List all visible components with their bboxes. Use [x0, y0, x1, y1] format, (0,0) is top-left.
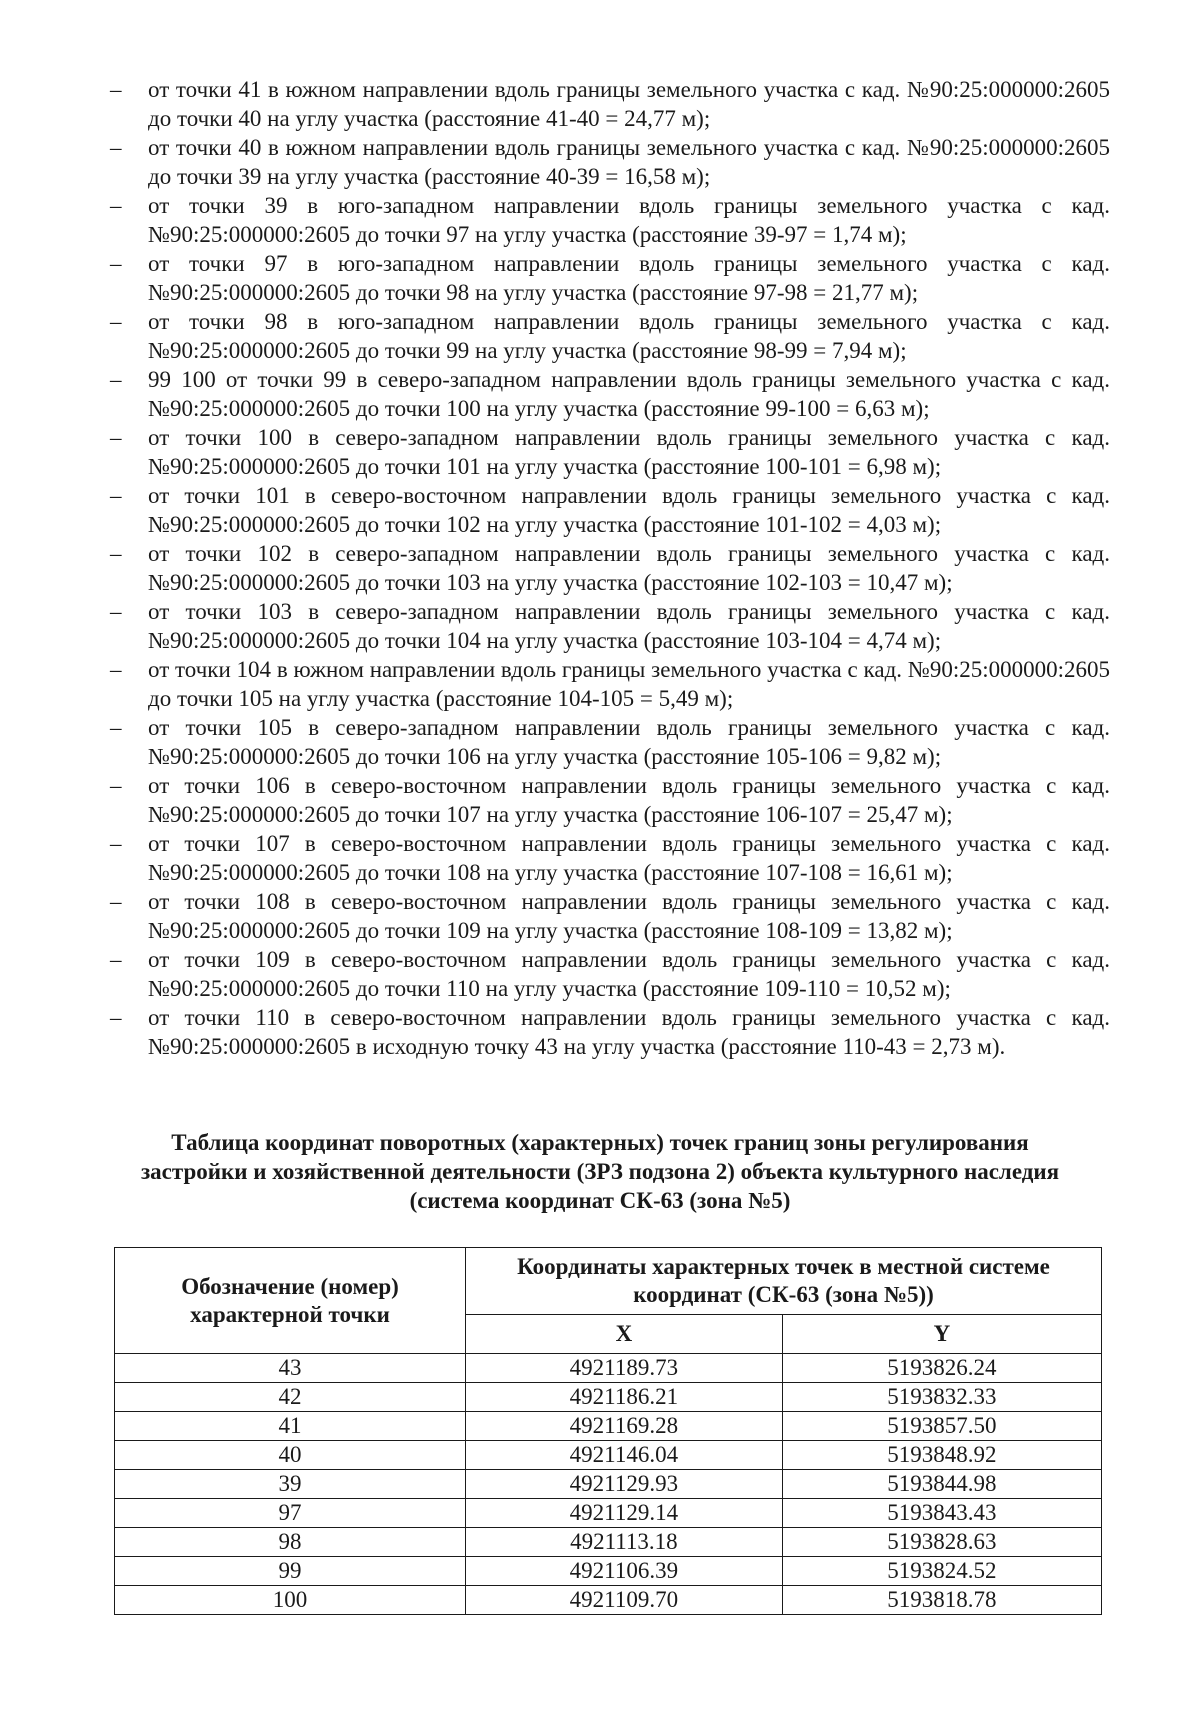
cell-x: 4921129.14	[466, 1499, 783, 1528]
list-dash: –	[110, 135, 122, 160]
list-item-text: от точки 100 в северо-западном направлении вдоль границы земельного участка с кад. №90:25:000000:2605 до точки 101 на углу участка (расстояние 100-101 = 6,98 м);	[148, 425, 1110, 479]
cell-point: 43	[115, 1354, 466, 1383]
header-point-designation: Обозначение (номер) характерной точки	[115, 1248, 466, 1354]
coordinates-table-wrapper	[114, 1247, 1102, 1615]
table-title: Таблица координат поворотных (характерных) точек границ зоны регулирования застройки и хозяйственной деятельности (ЗРЗ подзона 2) объекта культурного наследия (система координат СК-63 (зона №5)	[140, 1130, 1060, 1213]
cell-x: 4921189.73	[466, 1354, 783, 1383]
list-item-text: от точки 97 в юго-западном направлении вдоль границы земельного участка с кад. №90:25:000000:2605 до точки 98 на углу участка (расстояние 97-98 = 21,77 м);	[148, 251, 1110, 305]
boundary-list-item	[110, 365, 1110, 423]
cell-y: 5193824.52	[782, 1557, 1101, 1586]
cell-x: 4921106.39	[466, 1557, 783, 1586]
cell-y: 5193826.24	[782, 1354, 1101, 1383]
list-item-text: от точки 108 в северо-восточном направлении вдоль границы земельного участка с кад. №90:25:000000:2605 до точки 109 на углу участка (расстояние 108-109 = 13,82 м);	[148, 889, 1110, 943]
list-dash: –	[110, 715, 122, 740]
table-row	[115, 1499, 1102, 1528]
list-dash: –	[110, 599, 122, 624]
boundary-list-item	[110, 945, 1110, 1003]
header-x: X	[466, 1315, 783, 1354]
boundary-list-item	[110, 655, 1110, 713]
cell-point: 98	[115, 1528, 466, 1557]
header-y: Y	[782, 1315, 1101, 1354]
boundary-list-item	[110, 829, 1110, 887]
table-row	[115, 1586, 1102, 1615]
list-item-text: 99 100 от точки 99 в северо-западном направлении вдоль границы земельного участка с кад. №90:25:000000:2605 до точки 100 на углу участка (расстояние 99-100 = 6,63 м);	[148, 367, 1110, 421]
cell-x: 4921129.93	[466, 1470, 783, 1499]
boundary-list-item	[110, 887, 1110, 945]
boundary-list-item	[110, 75, 1110, 133]
boundary-list-item	[110, 307, 1110, 365]
list-dash: –	[110, 947, 122, 972]
list-dash: –	[110, 367, 122, 392]
cell-x: 4921146.04	[466, 1441, 783, 1470]
list-item-text: от точки 105 в северо-западном направлении вдоль границы земельного участка с кад. №90:25:000000:2605 до точки 106 на углу участка (расстояние 105-106 = 9,82 м);	[148, 715, 1110, 769]
cell-y: 5193844.98	[782, 1470, 1101, 1499]
list-dash: –	[110, 309, 122, 334]
cell-y: 5193828.63	[782, 1528, 1101, 1557]
coordinates-table	[114, 1247, 1102, 1615]
list-item-text: от точки 41 в южном направлении вдоль границы земельного участка с кад. №90:25:000000:2605 до точки 40 на углу участка (расстояние 41-40 = 24,77 м);	[148, 77, 1110, 131]
cell-point: 42	[115, 1383, 466, 1412]
table-row	[115, 1470, 1102, 1499]
list-dash: –	[110, 425, 122, 450]
cell-y: 5193848.92	[782, 1441, 1101, 1470]
boundary-list-item	[110, 423, 1110, 481]
cell-point: 100	[115, 1586, 466, 1615]
cell-point: 39	[115, 1470, 466, 1499]
cell-point: 40	[115, 1441, 466, 1470]
boundary-list-item	[110, 191, 1110, 249]
list-dash: –	[110, 657, 122, 682]
boundary-list-item	[110, 771, 1110, 829]
table-row	[115, 1441, 1102, 1470]
list-item-text: от точки 39 в юго-западном направлении вдоль границы земельного участка с кад. №90:25:000000:2605 до точки 97 на углу участка (расстояние 39-97 = 1,74 м);	[148, 193, 1110, 247]
list-item-text: от точки 101 в северо-восточном направлении вдоль границы земельного участка с кад. №90:25:000000:2605 до точки 102 на углу участка (расстояние 101-102 = 4,03 м);	[148, 483, 1110, 537]
list-item-text: от точки 103 в северо-западном направлении вдоль границы земельного участка с кад. №90:25:000000:2605 до точки 104 на углу участка (расстояние 103-104 = 4,74 м);	[148, 599, 1110, 653]
cell-x: 4921109.70	[466, 1586, 783, 1615]
list-item-text: от точки 109 в северо-восточном направлении вдоль границы земельного участка с кад. №90:25:000000:2605 до точки 110 на углу участка (расстояние 109-110 = 10,52 м);	[148, 947, 1110, 1001]
boundary-list-item	[110, 133, 1110, 191]
boundary-list-item	[110, 597, 1110, 655]
cell-x: 4921113.18	[466, 1528, 783, 1557]
list-dash: –	[110, 889, 122, 914]
list-item-text: от точки 110 в северо-восточном направлении вдоль границы земельного участка с кад. №90:25:000000:2605 в исходную точку 43 на углу участка (расстояние 110-43 = 2,73 м).	[148, 1005, 1110, 1059]
boundary-list-item	[110, 1003, 1110, 1061]
table-row	[115, 1557, 1102, 1586]
table-row	[115, 1528, 1102, 1557]
cell-x: 4921169.28	[466, 1412, 783, 1441]
list-dash: –	[110, 193, 122, 218]
list-dash: –	[110, 831, 122, 856]
boundary-list-item	[110, 481, 1110, 539]
table-row	[115, 1354, 1102, 1383]
cell-y: 5193818.78	[782, 1586, 1101, 1615]
table-header-row	[115, 1248, 1102, 1315]
list-item-text: от точки 98 в юго-западном направлении вдоль границы земельного участка с кад. №90:25:000000:2605 до точки 99 на углу участка (расстояние 98-99 = 7,94 м);	[148, 309, 1110, 363]
table-row	[115, 1412, 1102, 1441]
cell-y: 5193843.43	[782, 1499, 1101, 1528]
list-item-text: от точки 106 в северо-восточном направлении вдоль границы земельного участка с кад. №90:25:000000:2605 до точки 107 на углу участка (расстояние 106-107 = 25,47 м);	[148, 773, 1110, 827]
cell-y: 5193832.33	[782, 1383, 1101, 1412]
boundary-list-item	[110, 249, 1110, 307]
list-item-text: от точки 107 в северо-восточном направлении вдоль границы земельного участка с кад. №90:25:000000:2605 до точки 108 на углу участка (расстояние 107-108 = 16,61 м);	[148, 831, 1110, 885]
cell-point: 99	[115, 1557, 466, 1586]
cell-x: 4921186.21	[466, 1383, 783, 1412]
boundary-list-item	[110, 539, 1110, 597]
list-item-text: от точки 104 в южном направлении вдоль границы земельного участка с кад. №90:25:000000:2605 до точки 105 на углу участка (расстояние 104-105 = 5,49 м);	[148, 657, 1110, 711]
cell-y: 5193857.50	[782, 1412, 1101, 1441]
cell-point: 97	[115, 1499, 466, 1528]
cell-point: 41	[115, 1412, 466, 1441]
boundary-description-list	[110, 75, 1110, 1061]
list-dash: –	[110, 1005, 122, 1030]
table-body	[115, 1354, 1102, 1615]
list-dash: –	[110, 773, 122, 798]
boundary-list-item	[110, 713, 1110, 771]
list-dash: –	[110, 77, 122, 102]
list-dash: –	[110, 541, 122, 566]
list-dash: –	[110, 251, 122, 276]
list-dash: –	[110, 483, 122, 508]
list-item-text: от точки 40 в южном направлении вдоль границы земельного участка с кад. №90:25:000000:2605 до точки 39 на углу участка (расстояние 40-39 = 16,58 м);	[148, 135, 1110, 189]
table-row	[115, 1383, 1102, 1412]
list-item-text: от точки 102 в северо-западном направлении вдоль границы земельного участка с кад. №90:25:000000:2605 до точки 103 на углу участка (расстояние 102-103 = 10,47 м);	[148, 541, 1110, 595]
header-coordinates: Координаты характерных точек в местной системе координат (СК-63 (зона №5))	[466, 1248, 1102, 1315]
